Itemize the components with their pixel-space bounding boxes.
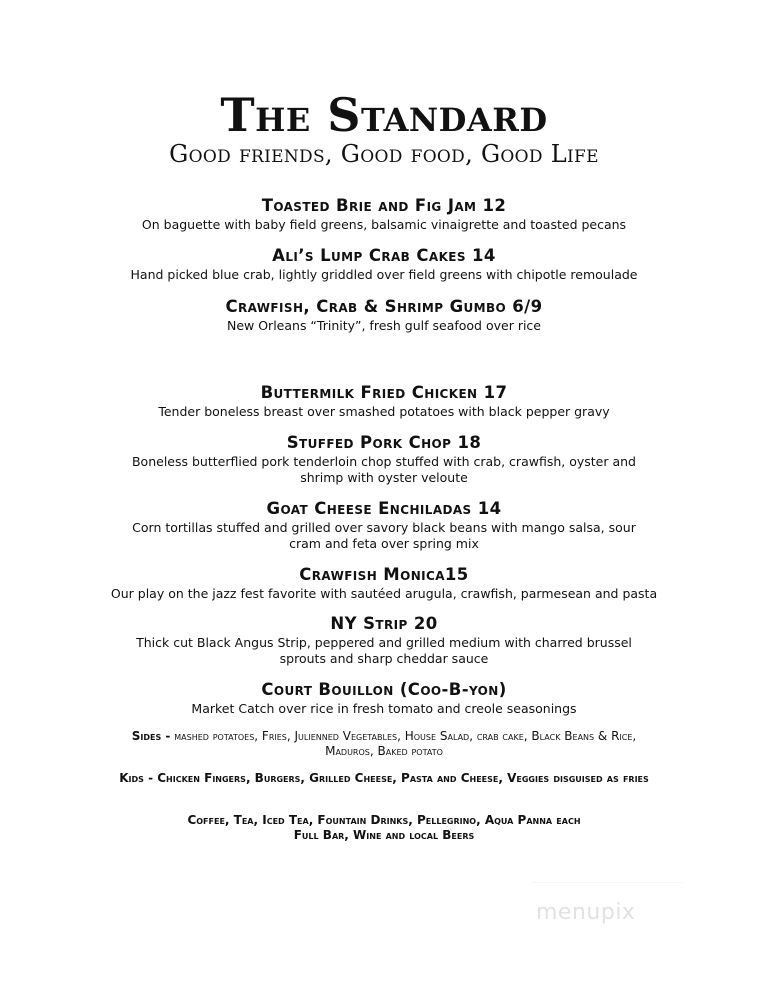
item-name: Court Bouillon (Coo-B-yon) [261, 680, 507, 699]
item-description: Market Catch over rice in fresh tomato and creole seasonings [191, 701, 577, 716]
sides-note [40, 729, 728, 759]
item-description: Hand picked blue crab, lightly griddled over field greens with chipotle remoulade [130, 267, 638, 282]
menu-item [40, 246, 728, 283]
item-description: Our play on the jazz fest favorite with sautéed arugula, crawfish, parmesean and pasta [110, 586, 658, 601]
drinks-line-2: Full Bar, Wine and local Beers [293, 828, 475, 842]
watermark-text: menupix [536, 900, 636, 925]
item-name: NY Strip 20 [330, 614, 438, 633]
menu-item [40, 433, 728, 486]
restaurant-title: The Standard [220, 88, 548, 142]
menu-item [40, 614, 728, 667]
item-name: Toasted Brie and Fig Jam 12 [261, 196, 507, 215]
menu-item [40, 297, 728, 334]
item-description: Boneless butterflied pork tenderloin chop stuffed with crab, crawfish, oyster and shrimp with oyster veloute [131, 454, 636, 485]
menupix-watermark [528, 872, 688, 932]
drinks-note [40, 813, 728, 843]
drinks-line-1: Coffee, Tea, Iced Tea, Fountain Drinks, Pellegrino, Aqua Panna each [187, 813, 581, 827]
item-description: On baguette with baby field greens, balsamic vinaigrette and toasted pecans [141, 217, 627, 232]
sides-label: Sides - [131, 729, 171, 743]
sides-text: mashed potatoes, Fries, Julienned Vegetables, House Salad, crab cake, Black Beans & Rice, Maduros, Baked potato [174, 729, 637, 758]
item-name: Ali’s Lump Crab Cakes 14 [272, 246, 496, 265]
item-name: Crawfish Monica15 [299, 565, 469, 584]
restaurant-tagline: Good friends, Good food, Good Life [169, 140, 599, 168]
item-description: New Orleans “Trinity”, fresh gulf seafood over rice [226, 318, 541, 333]
watermark-divider [532, 882, 682, 889]
menu-item [40, 565, 728, 602]
menu-item [40, 680, 728, 717]
item-description: Corn tortillas stuffed and grilled over savory black beans with mango salsa, sour cram and feta over spring mix [132, 520, 636, 551]
item-name: Crawfish, Crab & Shrimp Gumbo 6/9 [225, 297, 543, 316]
item-description: Tender boneless breast over smashed potatoes with black pepper gravy [158, 404, 610, 419]
menu-item [40, 196, 728, 233]
item-name: Goat Cheese Enchiladas 14 [266, 499, 502, 518]
item-description: Thick cut Black Angus Strip, peppered and grilled medium with charred brussel sprouts and sharp cheddar sauce [136, 635, 632, 666]
kids-note: Kids - Chicken Fingers, Burgers, Grilled Cheese, Pasta and Cheese, Veggies disguised as fries [119, 771, 649, 785]
item-name: Stuffed Pork Chop 18 [286, 433, 482, 452]
menu-item [40, 499, 728, 552]
item-name: Buttermilk Fried Chicken 17 [260, 383, 508, 402]
menu-item [40, 383, 728, 420]
